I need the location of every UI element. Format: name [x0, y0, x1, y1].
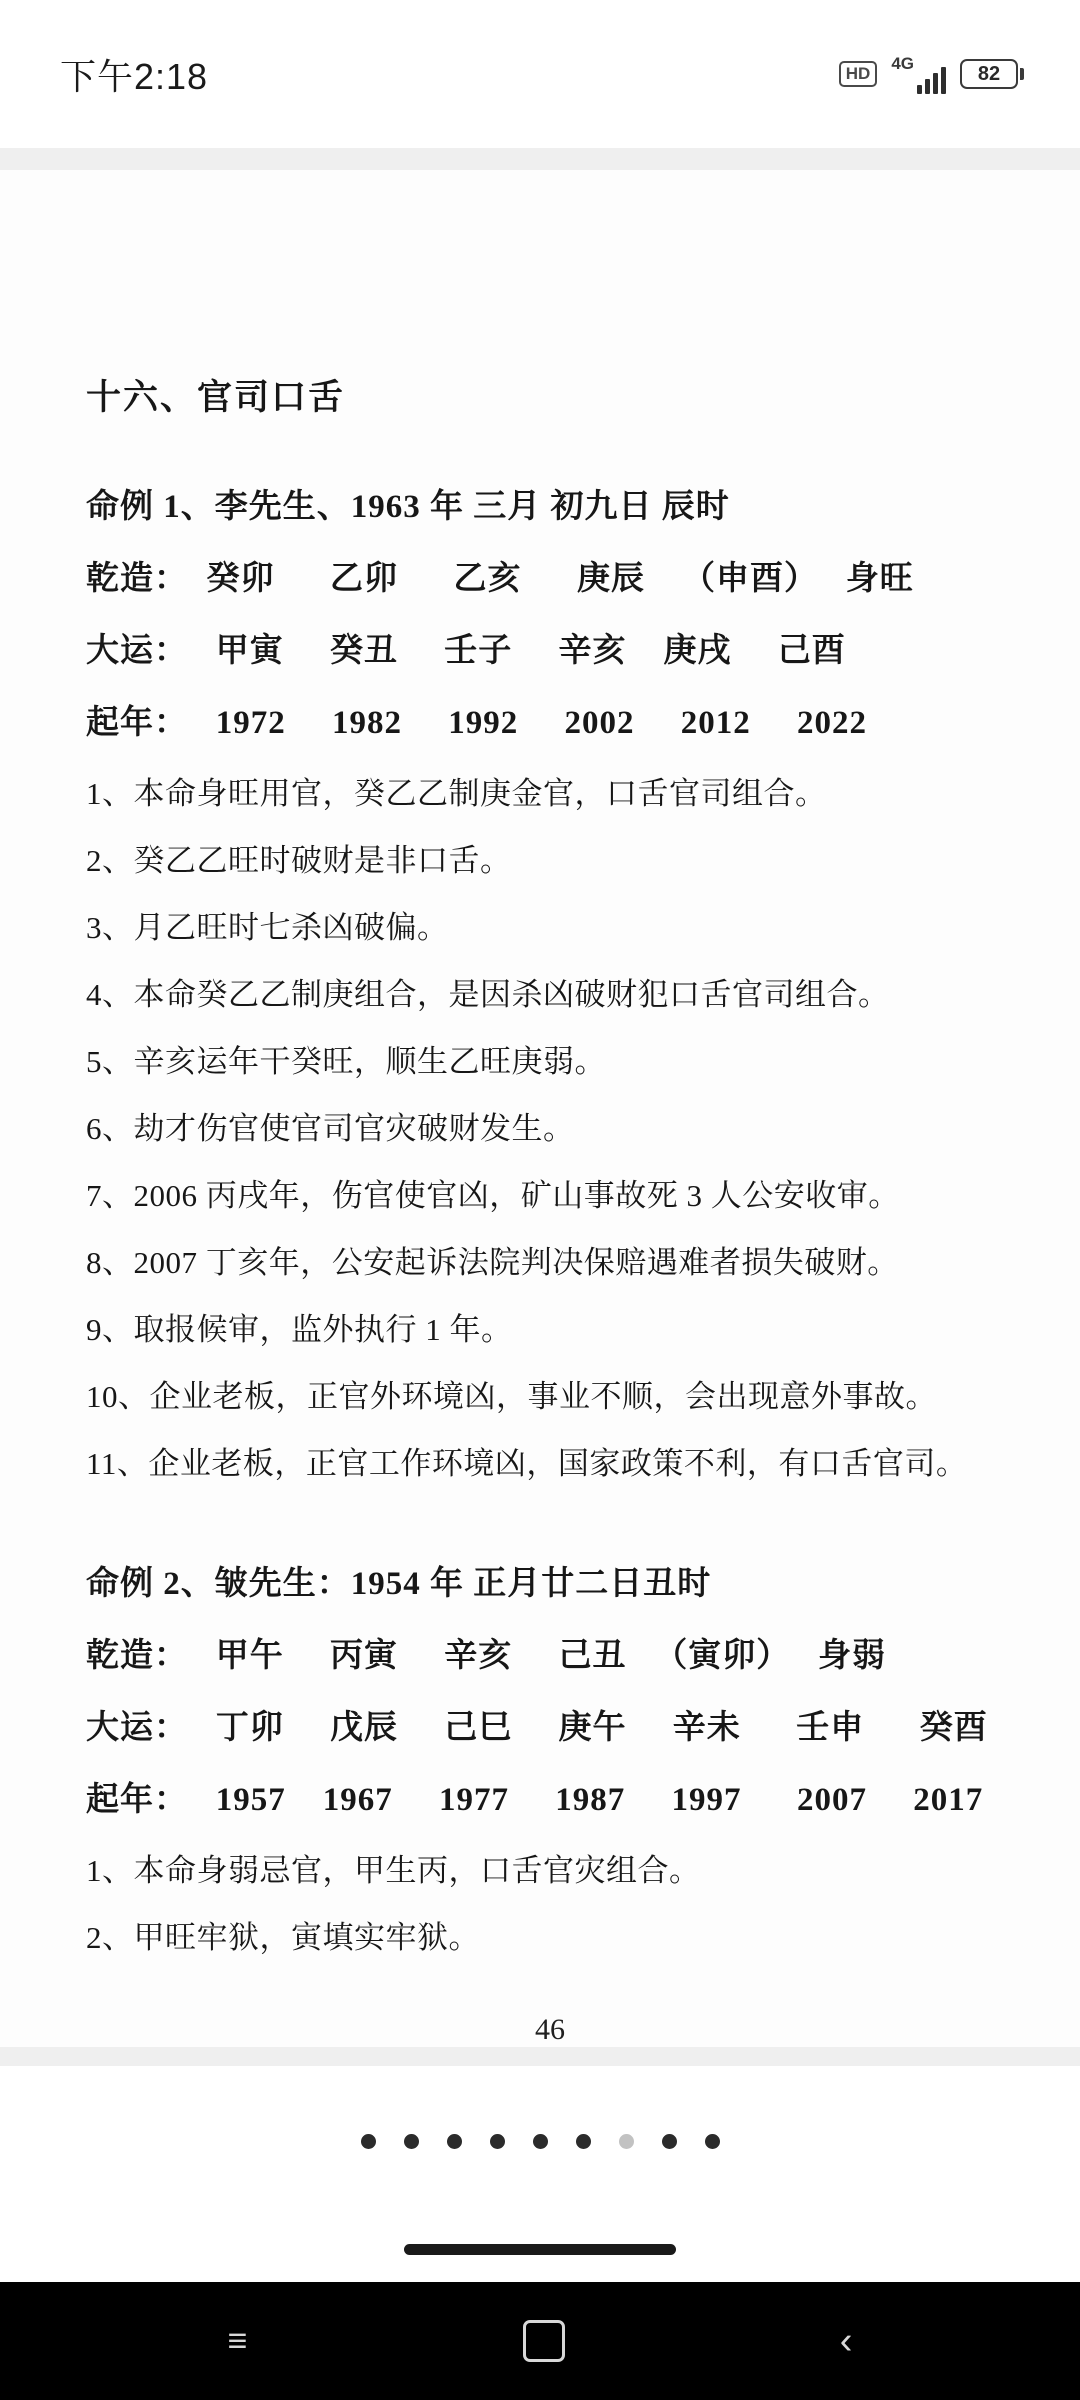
- case2-line: 2、甲旺牢狱，寅填实牢狱。: [86, 1919, 480, 1955]
- viewer-bottom-gap: [0, 2047, 1080, 2066]
- page-dot[interactable]: [361, 2134, 376, 2149]
- page-dot[interactable]: [705, 2134, 720, 2149]
- case1-line: 1、本命身旺用官，癸乙乙制庚金官，口舌官司组合。: [86, 775, 827, 811]
- page-number: 46: [535, 2012, 565, 2046]
- network-type-label: 4G: [891, 53, 914, 73]
- page-dot[interactable]: [404, 2134, 419, 2149]
- case1-line: 2、癸乙乙旺时破财是非口舌。: [86, 842, 512, 878]
- case2-dayun: 大运： 丁卯 戊辰 己巳 庚午 辛未 壬申 癸酉: [86, 1709, 988, 1746]
- case1-line: 11、企业老板，正官工作环境凶，国家政策不利，有口舌官司。: [86, 1445, 968, 1481]
- hd-icon: HD: [839, 61, 878, 87]
- signal-bars-icon: [917, 64, 946, 94]
- case1-line: 8、2007 丁亥年，公安起诉法院判决保赔遇难者损失破财。: [86, 1244, 899, 1280]
- battery-icon: [960, 59, 1024, 89]
- home-indicator[interactable]: [404, 2244, 676, 2255]
- page-title: 十六、官司口舌: [86, 377, 346, 417]
- case2-line: 1、本命身弱忌官，甲生丙，口舌官灾组合。: [86, 1852, 701, 1888]
- home-indicator-area: [0, 2216, 1080, 2282]
- case2-title: 命例 2、皱先生：1954 年 正月廿二日丑时: [86, 1565, 712, 1602]
- case1-line: 6、劫才伤官使官司官灾破财发生。: [86, 1110, 575, 1146]
- case1-qianzao: 乾造： 癸卯 乙卯 乙亥 庚辰 （申酉） 身旺: [86, 560, 914, 597]
- case1-line: 3、月乙旺时七杀凶破偏。: [86, 909, 449, 945]
- status-bar-clock: 下午2:18: [60, 55, 209, 97]
- page-dot[interactable]: [533, 2134, 548, 2149]
- viewer-top-gap: [0, 148, 1080, 170]
- case1-line: 9、取报候审，监外执行 1 年。: [86, 1311, 513, 1347]
- page-dot[interactable]: [576, 2134, 591, 2149]
- case1-qinian: 起年： 1972 1982 1992 2002 2012 2022: [86, 704, 867, 741]
- section-gap: [86, 1505, 1014, 1557]
- page-dot[interactable]: [490, 2134, 505, 2149]
- case1-dayun: 大运： 甲寅 癸丑 壬子 辛亥 庚戌 己酉: [86, 632, 846, 669]
- page-dot-active[interactable]: [619, 2134, 634, 2149]
- case1-title: 命例 1、李先生、1963 年 三月 初九日 辰时: [86, 488, 730, 525]
- home-icon[interactable]: [523, 2320, 565, 2362]
- status-bar: [0, 0, 1080, 148]
- battery-cap: [1020, 68, 1024, 80]
- case2-qianzao: 乾造： 甲午 丙寅 辛亥 己丑 （寅卯） 身弱: [86, 1637, 886, 1674]
- signal-icon: [891, 55, 946, 94]
- recent-apps-icon[interactable]: ≡: [227, 2322, 248, 2360]
- page-dot[interactable]: [662, 2134, 677, 2149]
- back-icon[interactable]: ‹: [839, 2320, 853, 2362]
- document-viewer[interactable]: [0, 148, 1080, 2066]
- case1-line: 10、企业老板，正官外环境凶，事业不顺，会出现意外事故。: [86, 1378, 937, 1414]
- document-page: [0, 170, 1080, 2047]
- status-bar-indicators: [839, 55, 1024, 94]
- case1-line: 7、2006 丙戌年，伤官使官凶，矿山事故死 3 人公安收审。: [86, 1177, 900, 1213]
- battery-level-label: 82: [960, 59, 1018, 89]
- page-dot[interactable]: [447, 2134, 462, 2149]
- page-indicator[interactable]: [0, 2066, 1080, 2216]
- system-navigation-bar[interactable]: [0, 2282, 1080, 2400]
- case2-qinian: 起年： 1957 1967 1977 1987 1997 2007 2017: [86, 1781, 984, 1818]
- case1-line: 4、本命癸乙乙制庚组合，是因杀凶破财犯口舌官司组合。: [86, 976, 890, 1012]
- case1-line: 5、辛亥运年干癸旺，顺生乙旺庚弱。: [86, 1043, 606, 1079]
